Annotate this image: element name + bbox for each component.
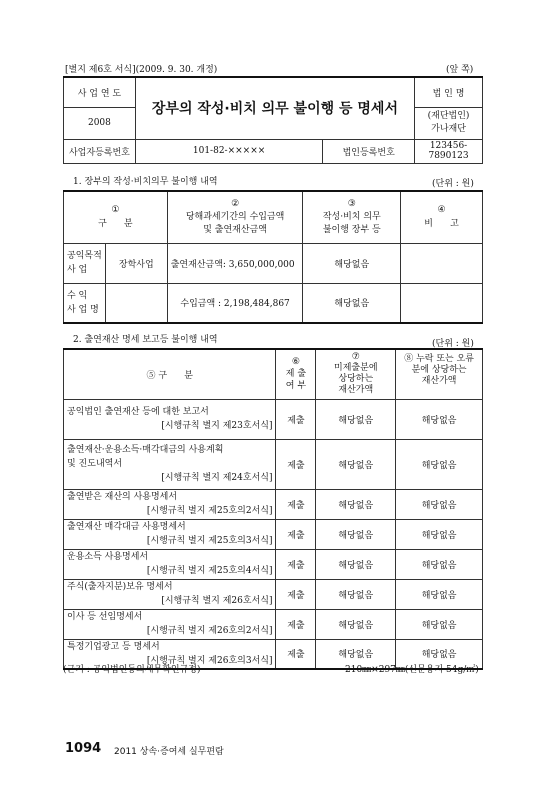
- omission-value: 해당없음: [396, 399, 483, 439]
- s1-row1-note: [401, 243, 483, 283]
- header-table: [63, 76, 483, 164]
- s1-row1-status: 해당없음: [303, 243, 401, 283]
- unsubmitted-value: 해당없음: [316, 609, 396, 639]
- table-row: [64, 243, 483, 283]
- year-label: 사 업 연 도: [64, 77, 136, 107]
- corp-name-label: 법 인 명: [415, 77, 483, 107]
- report-name-cell: [64, 609, 276, 639]
- report-form-ref: [시행규칙 별지 제25호의3서식]: [146, 536, 273, 546]
- submitted-status: 제출: [276, 549, 316, 579]
- report-name: 출연받은 재산의 사용명세서: [67, 492, 178, 502]
- section2-table: [63, 348, 483, 670]
- s1-row1-cat: 공익목적 사 업: [64, 243, 106, 283]
- submitted-status: 제출: [276, 519, 316, 549]
- footer-paper: 210㎜×297㎜(신문용지 54g/㎡): [345, 665, 479, 675]
- s1-col4-num: ④: [437, 205, 446, 216]
- unsubmitted-value: 해당없음: [316, 549, 396, 579]
- report-form-ref: [시행규칙 별지 제24호서식]: [161, 473, 273, 483]
- report-form-ref: [시행규칙 별지 제23호서식]: [161, 421, 273, 431]
- table-row: [64, 489, 483, 519]
- s1-col4-label: 비 고: [424, 219, 459, 230]
- page-number: 1094: [65, 741, 102, 756]
- submitted-status: 제출: [276, 609, 316, 639]
- report-name-cell: [64, 519, 276, 549]
- report-form-ref: [시행규칙 별지 제26호의3서식]: [146, 655, 273, 666]
- corp-name-value: (재단법인) 가나재단: [415, 107, 483, 139]
- s2-col5-header: [64, 349, 276, 399]
- s1-row2-cat: 수 익 사 업 명: [64, 283, 106, 323]
- table-row: [64, 609, 483, 639]
- report-name: 특정기업광고 등 명세서: [67, 641, 160, 652]
- s1-col2-num: ②: [231, 198, 240, 209]
- submitted-status: 제출: [276, 399, 316, 439]
- table-row: [64, 549, 483, 579]
- report-name: 출연재산 매각대금 사용명세서: [67, 522, 186, 532]
- s1-col1-header: [64, 191, 168, 243]
- report-name: 공익법인 출연재산 등에 대한 보고서: [67, 407, 209, 417]
- report-name-cell: [64, 549, 276, 579]
- report-form-ref: [시행규칙 별지 제25호의2서식]: [146, 506, 273, 516]
- s1-col2-header: [167, 191, 303, 243]
- omission-value: 해당없음: [396, 639, 483, 669]
- s1-col3-num: ③: [347, 198, 356, 209]
- report-name: 이사 등 선임명세서: [67, 612, 143, 622]
- omission-value: 해당없음: [396, 609, 483, 639]
- section2-unit: (단위 : 원): [432, 339, 474, 349]
- unsubmitted-value: 해당없음: [316, 639, 396, 669]
- unsubmitted-value: 해당없음: [316, 489, 396, 519]
- omission-value: 해당없음: [396, 439, 483, 489]
- submitted-status: 제출: [276, 639, 316, 669]
- table-row: [64, 579, 483, 609]
- table-row: [64, 439, 483, 489]
- s2-col8-label: 누락 또는 오류 분에 상당하는 재산가액: [411, 354, 474, 386]
- unsubmitted-value: 해당없음: [316, 399, 396, 439]
- s1-col4-header: [401, 191, 483, 243]
- report-form-ref: [시행규칙 별지 제25호의4서식]: [146, 566, 273, 576]
- section2-title: 2. 출연재산 명세 보고등 불이행 내역: [73, 335, 218, 345]
- omission-value: 해당없음: [396, 579, 483, 609]
- report-form-ref: [시행규칙 별지 제26호의2서식]: [146, 626, 273, 636]
- table-row: [64, 519, 483, 549]
- section1-unit: (단위 : 원): [432, 179, 474, 189]
- s2-col5-num: ⑤: [146, 370, 156, 381]
- section1-table: [63, 190, 483, 324]
- unsubmitted-value: 해당없음: [316, 439, 396, 489]
- book-title: 2011 상속·증여세 실무편람: [114, 747, 224, 757]
- table-row: [64, 399, 483, 439]
- s1-row2-sub: [105, 283, 167, 323]
- s1-col2-label: 당해과세기간의 수입금액 및 출연재산금액: [185, 211, 285, 235]
- s1-col3-label: 작성·비치 의무 불이행 장부 등: [322, 211, 381, 235]
- footer-basis: (근거 : 공익법인등의세무확인규정): [63, 665, 201, 675]
- submitted-status: 제출: [276, 579, 316, 609]
- s1-row2-status: 해당없음: [303, 283, 401, 323]
- omission-value: 해당없음: [396, 549, 483, 579]
- s1-row1-amount: 출연재산금액: 3,650,000,000: [167, 243, 303, 283]
- report-name: 운용소득 사용명세서: [67, 552, 149, 562]
- omission-value: 해당없음: [396, 519, 483, 549]
- report-name-cell: [64, 489, 276, 519]
- report-name: 주식(출자지분)보유 명세서: [67, 582, 173, 592]
- s2-col7-label: 미제출분에 상당하는 재산가액: [334, 363, 378, 396]
- s2-col7-header: [316, 349, 396, 399]
- biz-reg-value: 101-82-×××××: [135, 139, 322, 163]
- s2-col8-num: ⑧: [404, 354, 414, 364]
- section1-title: 1. 장부의 작성·비치의무 불이행 내역: [73, 177, 218, 187]
- submitted-status: 제출: [276, 489, 316, 519]
- s1-row2-amount: 수입금액 : 2,198,484,867: [167, 283, 303, 323]
- unsubmitted-value: 해당없음: [316, 579, 396, 609]
- biz-reg-label: 사업자등록번호: [64, 139, 136, 163]
- omission-value: 해당없음: [396, 489, 483, 519]
- s1-row2-note: [401, 283, 483, 323]
- report-name-cell: [64, 439, 276, 489]
- s1-col1-label: 구 분: [98, 219, 133, 230]
- corp-reg-value: 123456-7890123: [415, 139, 483, 163]
- report-name-cell: [64, 579, 276, 609]
- submitted-status: 제출: [276, 439, 316, 489]
- s1-row1-sub: 장학사업: [105, 243, 167, 283]
- s1-col1-num: ①: [111, 205, 120, 216]
- s2-col5-label: 구 분: [158, 370, 193, 381]
- unsubmitted-value: 해당없음: [316, 519, 396, 549]
- report-name: 출연재산·운용소득·매각대금의 사용계획 및 진도내역서: [67, 445, 224, 469]
- s2-col6-num: ⑥: [291, 357, 300, 368]
- s2-col6-label: 제 출 여 부: [285, 369, 307, 392]
- s2-col7-num: ⑦: [351, 352, 360, 363]
- s1-col3-header: [303, 191, 401, 243]
- s2-col6-header: [276, 349, 316, 399]
- table-row: [64, 283, 483, 323]
- s2-col8-header: [396, 349, 483, 399]
- corp-reg-label: 법인등록번호: [323, 139, 415, 163]
- form-title: 장부의 작성·비치 의무 불이행 등 명세서: [135, 77, 414, 139]
- page-side: (앞 쪽): [446, 65, 474, 75]
- report-name-cell: [64, 399, 276, 439]
- form-reference: [별지 제6호 서식](2009. 9. 30. 개정): [65, 65, 218, 75]
- year-value: 2008: [64, 107, 136, 139]
- report-form-ref: [시행규칙 별지 제26호서식]: [161, 596, 273, 606]
